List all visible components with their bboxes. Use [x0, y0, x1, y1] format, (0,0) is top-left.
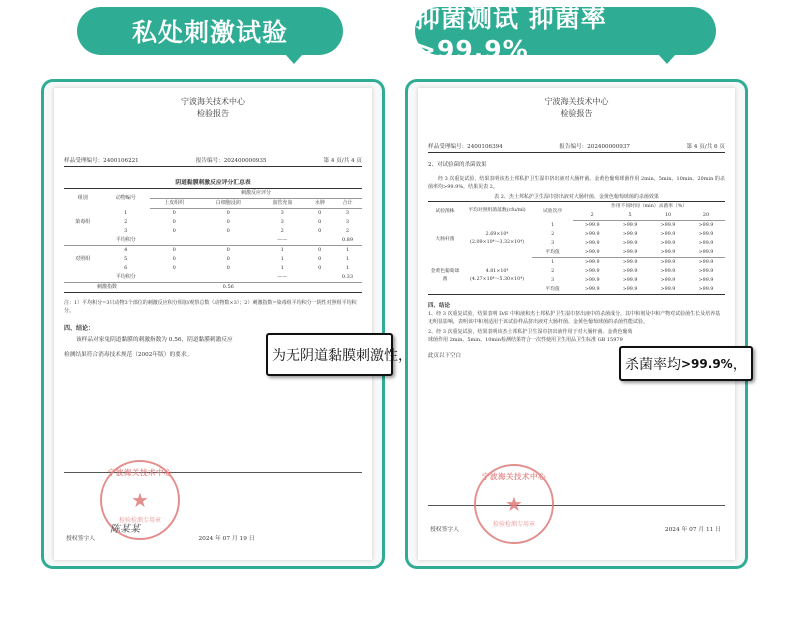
col-edema: 水肿 — [307, 199, 333, 209]
col-time-20: 20 — [687, 211, 725, 221]
table-row: 2 >99.9 >99.9 >99.9 >99.9 — [551, 232, 714, 237]
table-row: 平均积分 —— 0.33 — [64, 273, 362, 283]
report-org: 宁波海关技术中心 — [181, 97, 245, 106]
report-info-row — [64, 156, 362, 167]
col-leukocyte: 白细胞浸润 — [198, 199, 258, 209]
report-info-row — [428, 142, 725, 153]
report-type: 检验报告 — [197, 109, 229, 118]
item-2-title: 2、对试验菌的杀菌效果 — [428, 162, 487, 168]
bactericidal-table-title: 表 2、杰士邦私护卫生湿巾挤出液对大肠杆菌、金黄色葡萄球菌的杀菌效果 — [494, 194, 659, 200]
header-pill-irritation — [77, 7, 343, 55]
col-score-header: 刺激反应评分 — [150, 189, 362, 199]
table-row: 大肠杆菌 2.69×10⁴ (2.09×10⁴～3.32×10⁴) 1 >99.9 >99.9 >99.9 >99.9 — [428, 221, 725, 231]
table-row: 1 0 0 3 0 3 — [124, 209, 350, 216]
col-epithelium: 上皮组织 — [150, 199, 199, 209]
antibacterial-report-card — [405, 79, 748, 569]
seal-star-icon: ★ — [505, 492, 523, 516]
col-group: 组别 — [77, 195, 88, 202]
callout-rate-suffix: ， — [732, 356, 747, 373]
irritation-score-table — [64, 188, 362, 293]
table-row: 4 0 0 1 0 1 — [124, 247, 350, 253]
table-row: 3 >99.9 >99.9 >99.9 >99.9 — [551, 241, 714, 246]
col-animal: 动物编号 — [115, 195, 136, 202]
col-total: 合计 — [333, 199, 362, 209]
callout-rate-prefix: 杀菌率均 — [625, 356, 681, 373]
col-control: 平均对照组菌落数(cfu/ml) — [468, 208, 526, 214]
report-header — [428, 96, 725, 120]
callout-rate-value: >99.9% — [681, 356, 733, 371]
report-number: 报告编号：202400000937 — [559, 144, 630, 150]
callout-bactericidal-rate — [619, 346, 753, 381]
page-number: 第 4 页/共 4 页 — [323, 158, 362, 164]
irritation-index-row — [64, 283, 362, 293]
callout-no-irritation-text: 为无阴道黏膜刺激性， — [272, 347, 412, 364]
header-pill-antibacterial — [415, 3, 716, 64]
irritation-report-card — [41, 79, 385, 569]
table-note: 注：1）平均积分=3只动物3个部位的刺激反应积分相加/观察总数（动物数×3）；2）刺激指数=染毒组平均积分一阴性对照组平均积分。 — [64, 300, 357, 314]
irritation-index-value: 0.56 — [222, 284, 234, 290]
conclusion-line-2: 检测结果符合消毒技术规范（2002年版）的要求。 — [64, 352, 193, 358]
col-rate-header: 作用不同时间（min）杀菌率（%） — [611, 204, 688, 209]
table-row: 对照组 5 0 0 1 0 1 — [75, 256, 350, 262]
seal-bottom-text: 检验检测专用章 — [118, 517, 161, 524]
page-number: 第 4 页/共 6 页 — [686, 144, 725, 150]
seal-text: 宁波海关技术中心 — [108, 468, 172, 477]
col-strain: 试验菌株 — [435, 208, 455, 214]
signer-label: 授权签字人 — [430, 527, 459, 533]
report-type: 检验报告 — [560, 109, 593, 118]
irritation-report-page — [54, 88, 372, 560]
header-antibacterial-title: 抑菌测试 抑菌率>99.9% — [415, 3, 607, 64]
signature-line — [428, 505, 725, 506]
irritation-index-label: 刺激指数 — [96, 284, 117, 290]
col-time-2: 2 — [573, 211, 611, 221]
signer-label: 授权签字人 — [66, 536, 95, 542]
item-2-text: 经 3 次重复试验，结果表明该杰士邦私护卫生湿巾挤出液对大肠杆菌、金黄色葡萄球菌作用 2min、5min、10min、20min 的杀菌率均>99.9%，结果见表 2。 — [428, 176, 725, 190]
control-ecoli: 2.69×10⁴ (2.09×10⁴～3.32×10⁴) — [470, 232, 524, 245]
seal-bottom-text: 检验检测专用章 — [492, 521, 535, 528]
report-number: 报告编号：202400000935 — [195, 158, 267, 164]
conclusion-line-1: 该样品对家兔阴道黏膜的刺激指数为 0.56，阴道黏膜刺激反应 — [76, 337, 233, 343]
table-row: 2 >99.9 >99.9 >99.9 >99.9 — [551, 269, 714, 274]
table-row: 3 0 0 2 0 2 — [124, 228, 350, 234]
table-row: 6 0 0 1 0 1 — [124, 265, 350, 271]
table-row: 平均积分 —— 0.89 — [64, 236, 362, 246]
strain-ecoli: 大肠杆菌 — [435, 236, 455, 242]
table-row: 染毒组 2 0 0 3 0 3 — [75, 219, 350, 225]
sample-number: 样品受理编号：2400106394 — [428, 144, 503, 150]
sample-number: 样品受理编号：2400106221 — [64, 158, 139, 164]
antibacterial-report-page — [418, 88, 735, 560]
table-row: 平均值 >99.9 >99.9 >99.9 >99.9 — [428, 285, 725, 295]
signature-row — [430, 524, 721, 533]
report-date: 2024 年 07 月 11 日 — [664, 527, 721, 533]
blank-below-note: 此页以下空白 — [428, 353, 462, 359]
report-date: 2024 年 07 月 19 日 — [198, 536, 255, 542]
col-test-order: 试验次序 — [543, 208, 563, 214]
strain-saureus: 金黄色葡萄球菌 — [430, 268, 460, 282]
handwritten-signature: 陈某某 — [110, 524, 140, 535]
col-time-5: 5 — [611, 211, 649, 221]
report-org: 宁波海关技术中心 — [544, 97, 609, 106]
table-row: 平均值 >99.9 >99.9 >99.9 >99.9 — [428, 248, 725, 258]
irritation-table-title: 阴道黏膜刺激反应评分汇总表 — [175, 180, 251, 186]
report-header — [64, 96, 362, 120]
conclusion-2: 2、经 3 次重复试验，结果表明该杰士邦私护卫生湿巾挤出液作用于对大肠杆菌、金黄色葡萄球菌作用 2min、5min、10min检测结果符合一次性使用卫生用品卫生标准 GB 15979 — [428, 329, 633, 343]
signature-row — [66, 533, 358, 542]
col-time-10: 10 — [649, 211, 687, 221]
table-row: 金黄色葡萄球菌 4.81×10⁴ (4.27×10⁴～5.30×10⁴) 1 >99.9 >99.9 >99.9 >99.9 — [428, 258, 725, 268]
header-irritation-title: 私处刺激试验 — [131, 18, 288, 47]
col-congestion: 血管充血 — [258, 199, 307, 209]
callout-no-irritation — [266, 333, 412, 376]
conclusion-title: 四、结论 — [428, 303, 451, 309]
seal-star-icon: ★ — [131, 488, 149, 512]
table-row: 3 >99.9 >99.9 >99.9 >99.9 — [551, 278, 714, 283]
conclusion-1: 1、经 3 次重复试验，结果表明 D/E 中和液和杰士邦私护卫生湿巾挤出液中的杀菌成分，其中和剂及中和产物对试验菌生长及培养基无明显影响，表明该中和剂适用于该试验样品挤出液对大肠杆菌、金黄色葡萄球菌的杀菌性能试验。 — [428, 311, 721, 325]
control-saureus: 4.81×10⁴ (4.27×10⁴～5.30×10⁴) — [470, 268, 524, 282]
bactericidal-table — [428, 201, 725, 295]
conclusion-title: 四、结论： — [64, 325, 95, 332]
seal-text: 宁波海关技术中心 — [482, 472, 546, 481]
